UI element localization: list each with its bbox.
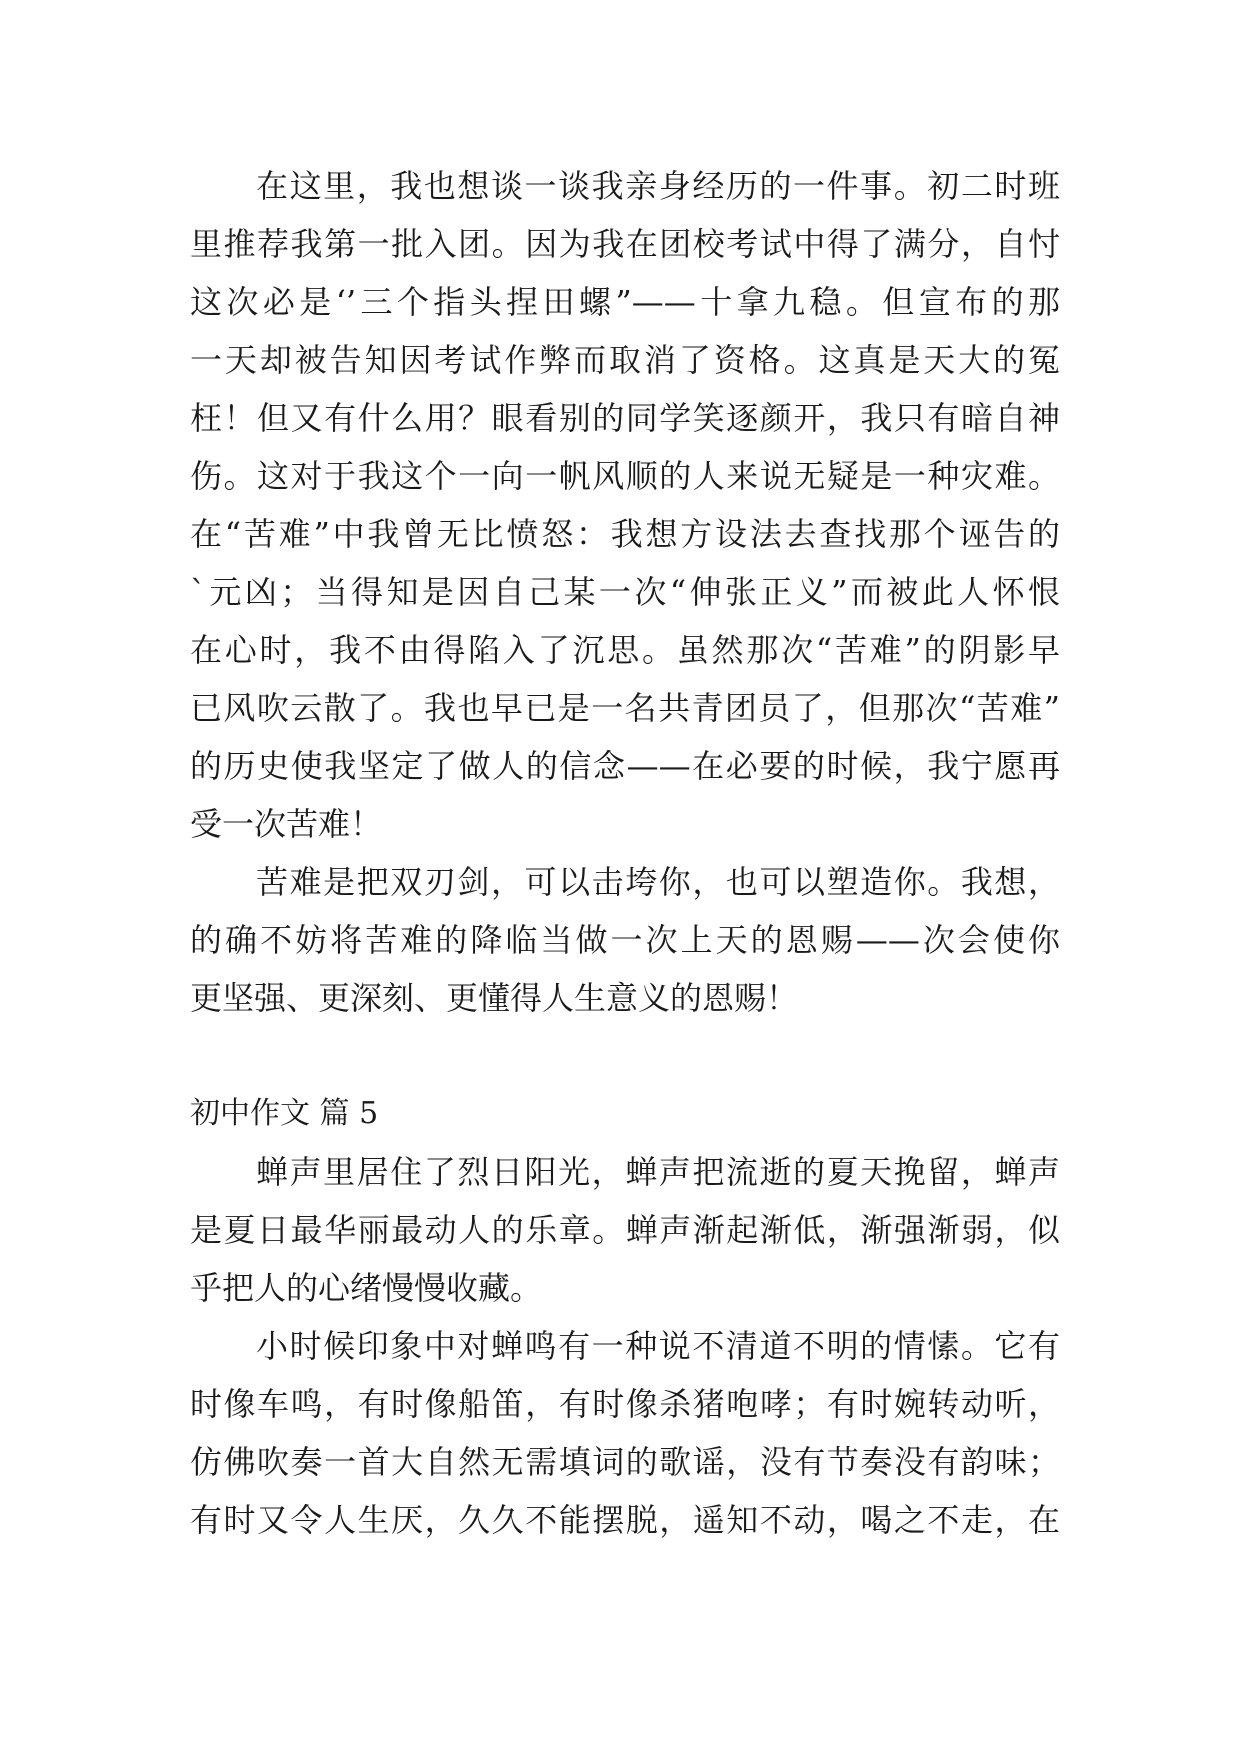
text-line: 的历史使我坚定了做人的信念——在必要的时候，我宁愿再 [190,747,1060,785]
text-line: 已风吹云散了。我也早已是一名共青团员了，但那次“苦难” [190,689,1060,727]
text-line: 时像车鸣，有时像船笛，有时像杀猪咆哮；有时婉转动听， [190,1385,1060,1423]
text-line: 一天却被告知因考试作弊而取消了资格。这真是天大的冤 [190,341,1060,379]
text-line: 的确不妨将苦难的降临当做一次上天的恩赐——次会使你 [190,921,1060,959]
text-line: 伤。这对于我这个一向一帆风顺的人来说无疑是一种灾难。 [190,457,1060,495]
text-line: 是夏日最华丽最动人的乐章。蝉声渐起渐低，渐强渐弱，似 [190,1211,1060,1249]
text-line: 在这里，我也想谈一谈我亲身经历的一件事。初二时班 [256,167,1060,205]
text-line: `元凶；当得知是因自己某一次“伸张正义”而被此人怀恨 [190,573,1060,611]
text-line: 蝉声里居住了烈日阳光，蝉声把流逝的夏天挽留，蝉声 [256,1153,1060,1191]
text-line: 乎把人的心绪慢慢收藏。 [190,1269,543,1307]
text-line: 这次必是‘’三个指头捏田螺”——十拿九稳。但宣布的那 [190,283,1060,321]
text-line: 里推荐我第一批入团。因为我在团校考试中得了满分，自忖 [190,225,1060,263]
text-line: 枉！但又有什么用？眼看别的同学笑逐颜开，我只有暗自神 [190,399,1060,437]
text-line: 苦难是把双刃剑，可以击垮你，也可以塑造你。我想， [256,863,1060,901]
text-line: 在“苦难”中我曾无比愤怒：我想方设法去查找那个诬告的 [190,515,1060,553]
text-line: 有时又令人生厌，久久不能摆脱，遥知不动，喝之不走，在 [190,1501,1060,1539]
text-line: 在心时，我不由得陷入了沉思。虽然那次“苦难”的阴影早 [190,631,1060,669]
text-line: 受一次苦难！ [190,805,383,843]
text-line: 更坚强、更深刻、更懂得人生意义的恩赐！ [190,979,799,1017]
text-line: 仿佛吹奏一首大自然无需填词的歌谣，没有节奏没有韵味； [190,1443,1060,1481]
section-heading: 初中作文 篇 5 [190,1096,379,1131]
text-line: 小时候印象中对蝉鸣有一种说不清道不明的情愫。它有 [256,1327,1060,1365]
